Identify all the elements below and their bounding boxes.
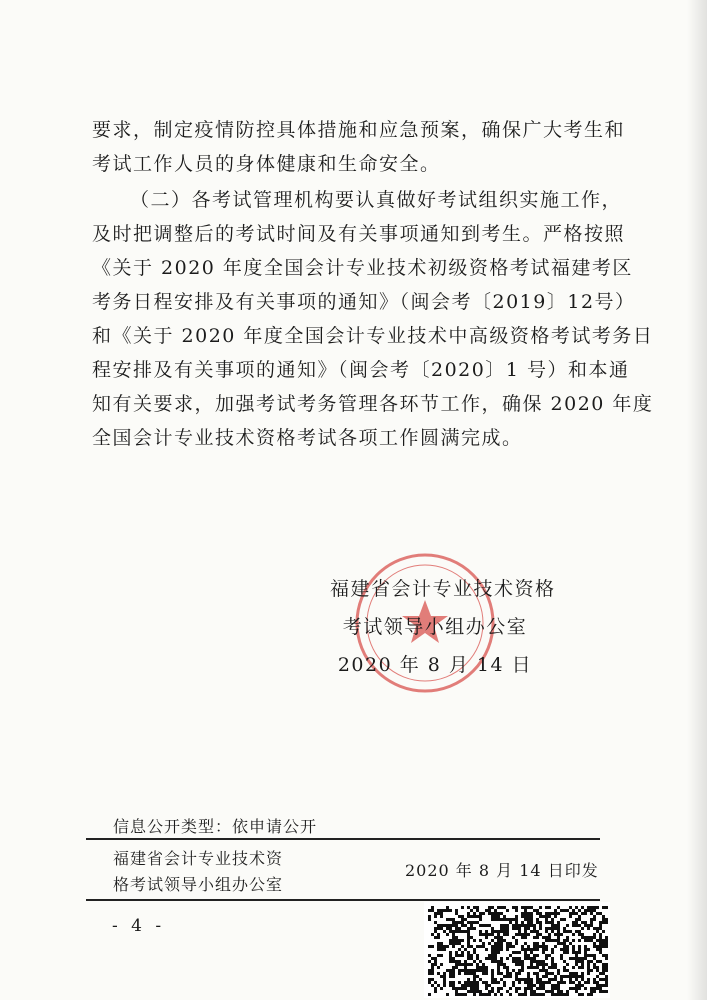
body-line: 要求，制定疫情防控具体措施和应急预案，确保广大考生和 — [92, 119, 626, 141]
info-disclosure-type: 信息公开类型：依申请公开 — [113, 817, 318, 836]
body-line: 程安排及有关事项的通知》（闽会考〔2020〕1 号）和本通 — [92, 359, 630, 381]
signature-org-line1: 福建省会计专业技术资格 — [330, 578, 556, 600]
footer-divider-bottom — [86, 899, 600, 901]
footer-issuer-line1: 福建省会计专业技术资 — [113, 849, 284, 868]
page-number: - 4 - — [112, 916, 166, 936]
signature-org-line2: 考试领导小组办公室 — [342, 616, 528, 638]
body-line: 考试工作人员的身体健康和生命安全。 — [92, 153, 441, 175]
body-line: （二）各考试管理机构要认真做好考试组织实施工作， — [130, 189, 623, 211]
body-line: 《关于 2020 年度全国会计专业技术初级资格考试福建考区 — [92, 257, 633, 279]
footer-divider-top — [86, 838, 600, 840]
document-barcode — [424, 902, 610, 998]
body-line: 考务日程安排及有关事项的通知》（闽会考〔2019〕12号） — [92, 291, 636, 313]
body-line: 知有关要求，加强考试考务管理各环节工作，确保 2020 年度 — [92, 393, 654, 415]
body-line: 及时把调整后的考试时间及有关事项通知到考生。严格按照 — [92, 223, 626, 245]
body-paragraph-1 — [92, 113, 626, 181]
body-line: 全国会计专业技术资格考试各项工作圆满完成。 — [92, 427, 523, 449]
signature-date: 2020 年 8 月 14 日 — [337, 654, 533, 676]
scan-edge-shadow — [687, 0, 707, 1000]
body-line: 和《关于 2020 年度全国会计专业技术中高级资格考试考务日 — [92, 325, 654, 347]
footer-issue-date: 2020 年 8 月 14 日印发 — [405, 861, 599, 880]
footer-issuer-line2: 格考试领导小组办公室 — [113, 875, 284, 894]
body-paragraph-2 — [92, 183, 654, 455]
